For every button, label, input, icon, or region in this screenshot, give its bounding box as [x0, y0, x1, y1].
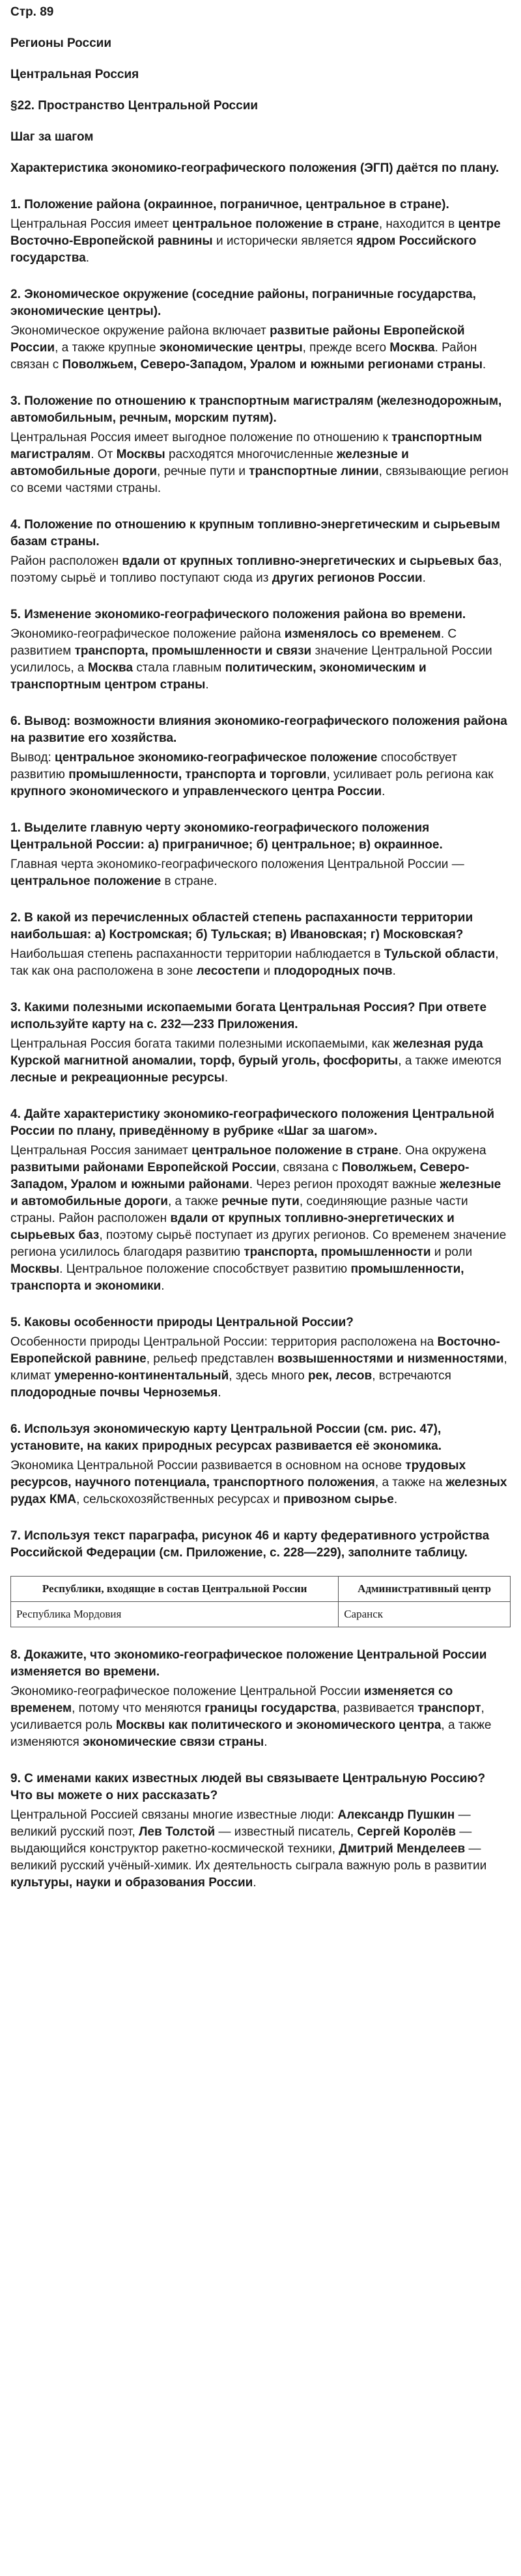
answer-emphasis: границы государства: [204, 1702, 337, 1715]
question-block: [10, 820, 511, 890]
answer-emphasis: Москва: [87, 661, 134, 675]
answer-emphasis: транспортным магистралям: [10, 431, 483, 461]
answer-fragment: , поэтому сырьё и топливо поступают сюда из: [10, 554, 502, 585]
answer-emphasis: железные и автомобильные дороги: [10, 1178, 501, 1208]
answer-fragment: , а также: [167, 1195, 222, 1208]
question-heading: 9. С именами каких известных людей вы связываете Центральную Россию? Что вы можете о них рассказать?: [10, 1772, 486, 1802]
answer-emphasis: Александр Пушкин: [337, 1808, 455, 1822]
question-heading: 3. Положение по отношению к транспортным магистралям (железнодорожным, автомобильным, речным, морским путям).: [10, 394, 502, 425]
answer-fragment: Район расположен: [10, 554, 122, 568]
table-header-cell: Республики, входящие в состав Центральной России: [11, 1577, 339, 1602]
answer-fragment: . От: [91, 448, 117, 461]
answer-emphasis: плодородных почв: [274, 964, 393, 978]
answer-fragment: .: [224, 1071, 229, 1085]
answer-emphasis: транспортные линии: [249, 465, 379, 478]
question-heading: 5. Каковы особенности природы Центральной России?: [10, 1316, 354, 1329]
subsection-title: Центральная Россия: [10, 68, 139, 81]
answer-fragment: — выдающийся конструктор ракетно-космической техники,: [10, 1825, 472, 1856]
answer-emphasis: изменялось со временем: [284, 627, 441, 641]
question-heading: 3. Какими полезными ископаемыми богата Центральная Россия? При ответе используйте карту на с. 232—233 Приложения.: [10, 1001, 487, 1031]
answer-fragment: и роли: [430, 1245, 473, 1259]
answer-fragment: расходятся многочисленные: [165, 448, 337, 461]
answer-fragment: .: [392, 964, 396, 978]
question-heading: 7. Используя текст параграфа, рисунок 46 и карту федеративного устройства Российской Федерации (см. Приложение, с. 228—229), заполните таблицу.: [10, 1529, 490, 1560]
answer-fragment: Экономико-географическое положение района: [10, 627, 285, 641]
answer-fragment: , так как она расположена в зоне: [10, 947, 499, 978]
answer-emphasis: Москвы: [10, 1262, 60, 1276]
answer-emphasis: трудовых ресурсов, научного потенциала, транспортного положения: [10, 1459, 466, 1489]
answer-fragment: . Она окружена: [398, 1144, 486, 1158]
answer-fragment: .: [205, 678, 209, 692]
answer-emphasis: транспорта, промышленности и связи: [74, 644, 312, 658]
question-block: [10, 999, 511, 1087]
answer-fragment: , а также крупные: [55, 341, 160, 355]
question-block: [10, 517, 511, 587]
question-block: [10, 393, 511, 497]
answer-fragment: . С развитием: [10, 627, 457, 658]
question-heading: 1. Выделите главную черту экономико-географического положения Центральной России: а) приграничное; б) центральное; в) окраинное.: [10, 821, 443, 852]
answer-emphasis: центре Восточно-Европейской равнины: [10, 217, 501, 248]
answer-text: [10, 1457, 511, 1508]
answer-fragment: .: [393, 1493, 398, 1506]
answer-emphasis: развитые районы Европейской России: [10, 324, 465, 355]
answer-emphasis: Лев Толстой: [139, 1825, 216, 1839]
answer-text: [10, 1143, 511, 1295]
answer-text: [10, 1807, 511, 1891]
question-block: [10, 606, 511, 694]
question-block: [10, 1647, 511, 1751]
answer-emphasis: экономические центры: [159, 341, 303, 355]
question-heading: 6. Вывод: возможности влияния экономико-географического положения района на развитие его хозяйства.: [10, 714, 507, 745]
answer-emphasis: развитыми районами Европейской России: [10, 1161, 276, 1174]
answer-fragment: , сельскохозяйственных ресурсах и: [76, 1493, 283, 1506]
answer-text: [10, 553, 511, 587]
answer-fragment: , связана с: [276, 1161, 342, 1174]
answer-emphasis: плодородные почвы Черноземья: [10, 1386, 218, 1400]
answer-fragment: . Через регион проходят важные: [249, 1178, 440, 1191]
answer-fragment: , а также на: [374, 1476, 446, 1489]
answer-fragment: и исторически является: [212, 234, 357, 248]
answer-text: [10, 1683, 511, 1751]
answer-emphasis: Тульской области: [384, 947, 496, 961]
question-list: [10, 197, 511, 1508]
answer-text: [10, 946, 511, 980]
question-block: [10, 1106, 511, 1295]
answer-emphasis: умеренно-континентальный: [54, 1369, 229, 1383]
answer-emphasis: речные пути: [221, 1195, 300, 1208]
question-heading: 5. Изменение экономико-географического положения района во времени.: [10, 608, 466, 621]
answer-fragment: — известный писатель,: [215, 1825, 358, 1839]
question-heading: 6. Используя экономическую карту Центральной России (см. рис. 47), установите, на каких природных ресурсах развивается её экономика.: [10, 1422, 442, 1453]
answer-fragment: .: [422, 571, 426, 585]
section-title: Регионы России: [10, 36, 111, 50]
answer-fragment: , прежде всего: [302, 341, 390, 355]
answer-emphasis: железных рудах КМА: [10, 1476, 507, 1506]
table-cell: Саранск: [339, 1602, 511, 1627]
answer-fragment: .: [161, 1279, 165, 1293]
answer-fragment: . Центральное положение способствует развитию: [59, 1262, 351, 1276]
answer-fragment: , находится в: [378, 217, 458, 231]
answer-emphasis: Поволжьем, Северо-Западом, Уралом и южными регионами страны: [62, 358, 483, 372]
answer-fragment: значение Центральной России усилилось, а: [10, 644, 492, 675]
answer-emphasis: транспорта, промышленности: [244, 1245, 431, 1259]
table-cell: Республика Мордовия: [11, 1602, 339, 1627]
answer-fragment: , речные пути и: [157, 465, 249, 478]
answer-fragment: Экономико-географическое положение Центральной России: [10, 1685, 364, 1698]
answer-emphasis: Поволжьем, Северо-Западом, Уралом и южными районами: [10, 1161, 470, 1191]
answer-fragment: . Район связан с: [10, 341, 477, 372]
answer-fragment: .: [85, 251, 90, 265]
answer-fragment: Центральная Россия имеет выгодное положение по отношению к: [10, 431, 392, 444]
question-block: [10, 197, 511, 267]
answer-emphasis: вдали от крупных топливно-энергетических и сырьевых баз: [122, 554, 499, 568]
answer-emphasis: центральное положение: [10, 874, 162, 888]
question-block: [10, 713, 511, 800]
answer-emphasis: центральное экономико-географическое положение: [55, 751, 378, 765]
answer-fragment: Центральная Россия занимает: [10, 1144, 192, 1158]
question-heading: 4. Дайте характеристику экономико-географического положения Центральной России по плану, приведённому в рубрике «Шаг за шагом».: [10, 1107, 495, 1138]
question-heading: 1. Положение района (окраинное, пограничное, центральное в стране).: [10, 198, 449, 211]
answer-text: [10, 750, 511, 800]
answer-emphasis: Москвы: [116, 448, 165, 461]
answer-text: [10, 1036, 511, 1087]
answer-fragment: , климат: [10, 1352, 507, 1383]
answer-fragment: .: [218, 1386, 221, 1400]
task-7: [10, 1528, 511, 1627]
answer-emphasis: промышленности, транспорта и торговли: [68, 768, 327, 781]
question-heading: 4. Положение по отношению к крупным топливно-энергетическим и сырьевым базам страны.: [10, 518, 500, 549]
answer-fragment: Особенности природы Центральной России: территория расположена на: [10, 1335, 438, 1349]
answer-fragment: Центральной Россией связаны многие известные люди:: [10, 1808, 338, 1822]
question-block: [10, 1770, 511, 1891]
answer-fragment: , поэтому сырьё поступает из других регионов. Со временем значение региона усилилось благодаря развитию: [10, 1228, 507, 1259]
answer-fragment: .: [482, 358, 486, 372]
answer-fragment: .: [253, 1876, 257, 1890]
question-block: [10, 1314, 511, 1402]
question-heading: 2. В какой из перечисленных областей степень распаханности территории наибольшая: а) Костромская; б) Тульская; в) Ивановская; г) Московская?: [10, 911, 473, 942]
answer-fragment: , рельеф представлен: [146, 1352, 277, 1366]
answer-emphasis: крупного экономического и управленческого центра России: [10, 785, 382, 798]
answer-emphasis: центральное положение в стране: [172, 217, 379, 231]
answer-table: [10, 1576, 511, 1627]
answer-fragment: Центральная Россия богата такими полезными ископаемыми, как: [10, 1037, 393, 1051]
question-heading: 2. Экономическое окружение (соседние районы, пограничные государства, экономические центры).: [10, 288, 476, 318]
question-block: [10, 1421, 511, 1508]
answer-text: [10, 429, 511, 497]
answer-emphasis: лесные и рекреационные ресурсы: [10, 1071, 225, 1085]
answer-emphasis: железные и автомобильные дороги: [10, 448, 409, 478]
answer-emphasis: привозном сырье: [283, 1493, 394, 1506]
answer-emphasis: политическим, экономическим и транспортным центром страны: [10, 661, 427, 692]
question-list-tail: [10, 1647, 511, 1891]
answer-fragment: — великий русский учёный-химик. Их деятельность сыграла важную роль в развитии: [10, 1842, 487, 1873]
answer-emphasis: изменяется со временем: [10, 1685, 453, 1715]
answer-emphasis: ядром Российского государства: [10, 234, 477, 265]
answer-emphasis: Дмитрий Менделеев: [339, 1842, 466, 1856]
answer-text: [10, 323, 511, 373]
answer-emphasis: транспорт: [417, 1702, 481, 1715]
answer-fragment: , усиливает роль региона как: [326, 768, 494, 781]
answer-fragment: , соединяющие разные части страны. Район расположен: [10, 1195, 468, 1225]
answer-emphasis: лесостепи: [196, 964, 260, 978]
answer-fragment: и: [260, 964, 274, 978]
step-title: Шаг за шагом: [10, 130, 94, 144]
answer-fragment: , развивается: [336, 1702, 418, 1715]
answer-fragment: Экономическое окружение района включает: [10, 324, 270, 338]
answer-emphasis: других регионов России: [272, 571, 423, 585]
answer-fragment: .: [264, 1735, 268, 1749]
question-block: [10, 910, 511, 980]
answer-fragment: , потому что меняются: [72, 1702, 205, 1715]
answer-fragment: Главная черта экономико-географического положения Центральной России —: [10, 858, 464, 871]
answer-emphasis: экономические связи страны: [83, 1735, 264, 1749]
answer-text: [10, 626, 511, 694]
answer-fragment: Наибольшая степень распаханности территории наблюдается в: [10, 947, 384, 961]
step-intro: Характеристика экономико-географического положения (ЭГП) даётся по плану.: [10, 161, 500, 175]
paragraph-title: §22. Пространство Центральной России: [10, 99, 259, 113]
answer-fragment: стала главным: [133, 661, 225, 675]
answer-text: [10, 216, 511, 267]
answer-fragment: — великий русский поэт,: [10, 1808, 471, 1839]
answer-fragment: .: [382, 785, 386, 798]
answer-fragment: , связывающие регион со всеми частями страны.: [10, 465, 509, 495]
answer-text: [10, 856, 511, 890]
answer-fragment: Центральная Россия имеет: [10, 217, 173, 231]
answer-emphasis: центральное положение в стране: [191, 1144, 399, 1158]
answer-fragment: способствует развитию: [10, 751, 457, 781]
answer-fragment: Вывод:: [10, 751, 55, 765]
answer-fragment: в стране.: [161, 874, 218, 888]
question-heading: 8. Докажите, что экономико-географическое положение Центральной России изменяется во времени.: [10, 1648, 487, 1679]
answer-emphasis: железная руда Курской магнитной аномалии, торф, бурый уголь, фосфориты: [10, 1037, 483, 1068]
page-number: Стр. 89: [10, 5, 54, 19]
answer-emphasis: Москвы как политического и экономического центра: [116, 1718, 442, 1732]
answer-emphasis: вдали от крупных топливно-энергетических и сырьевых баз: [10, 1212, 455, 1242]
answer-emphasis: возвышенностями и низменностями: [277, 1352, 504, 1366]
question-block: [10, 286, 511, 373]
table-header-cell: Административный центр: [339, 1577, 511, 1602]
answer-text: [10, 1334, 511, 1402]
answer-emphasis: рек, лесов: [307, 1369, 373, 1383]
answer-fragment: , усиливается роль: [10, 1702, 485, 1732]
answer-emphasis: промышленности, транспорта и экономики: [10, 1262, 464, 1293]
answer-emphasis: культуры, науки и образования России: [10, 1876, 253, 1890]
answer-fragment: Экономика Центральной России развивается в основном на основе: [10, 1459, 406, 1472]
table-row: [11, 1602, 511, 1627]
answer-emphasis: Москва: [389, 341, 435, 355]
answer-fragment: , здесь много: [229, 1369, 308, 1383]
answer-fragment: , а также изменяются: [10, 1718, 492, 1749]
answer-fragment: , а также имеются: [398, 1054, 501, 1068]
answer-emphasis: Сергей Королёв: [357, 1825, 456, 1839]
answer-fragment: , встречаются: [372, 1369, 451, 1383]
answer-emphasis: Восточно-Европейской равнине: [10, 1335, 500, 1366]
